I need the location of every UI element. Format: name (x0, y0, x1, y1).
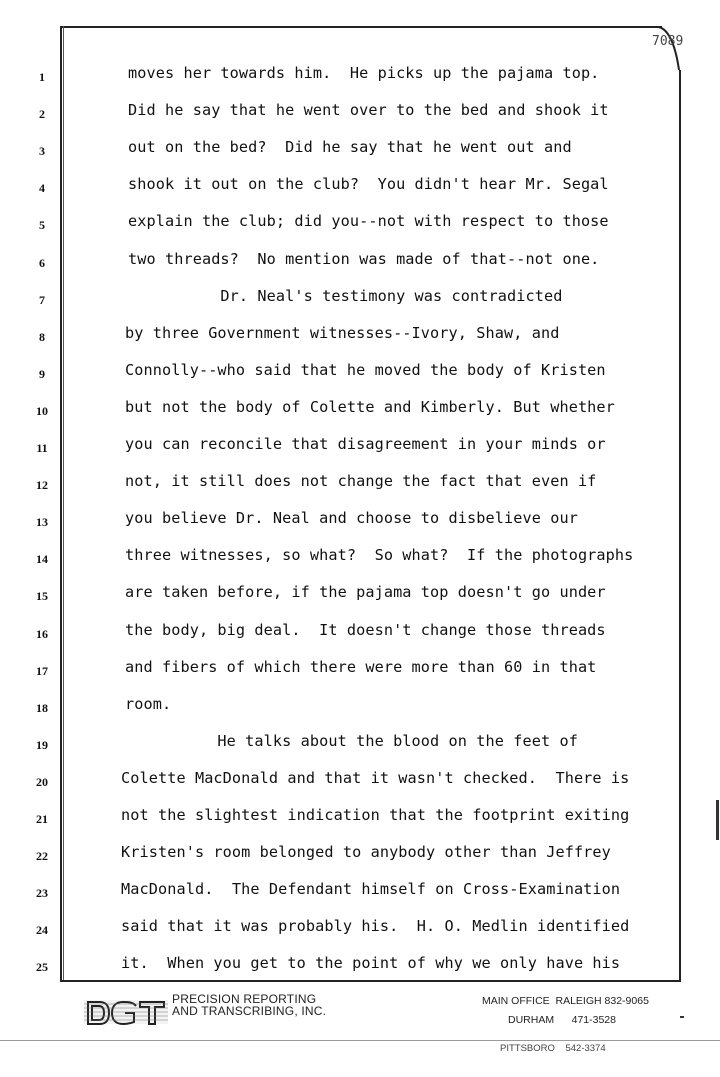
line-number: 17 (36, 663, 48, 678)
durham-label: DURHAM (508, 1014, 555, 1026)
line-number: 12 (36, 478, 48, 493)
transcript-line-text: moves her towards him. He picks up the pajama top. (128, 64, 600, 82)
line-number: 6 (39, 255, 45, 270)
transcript-line-text: Did he say that he went over to the bed and shook it (128, 101, 609, 120)
line-number: 23 (36, 886, 48, 901)
transcript-line-text: MacDonald. The Defendant himself on Cross-Examination (121, 880, 621, 899)
line-number: 7 (39, 292, 45, 307)
footer-rule (0, 1040, 720, 1041)
main-office-phone: 832-9065 (604, 995, 649, 1007)
transcript-line-text: by three Government witnesses--Ivory, Shaw, and (125, 323, 560, 342)
transcript-line-text: not the slightest indication that the footprint exiting (121, 806, 630, 824)
pittsboro-phone: 542-3374 (565, 1043, 606, 1054)
line-number: 8 (39, 329, 45, 344)
transcript-line-text: the body, big deal. It doesn't change those threads (125, 620, 606, 639)
line-number: 25 (36, 960, 48, 975)
transcript-line-text: He talks about the blood on the feet of (125, 731, 578, 750)
line-number: 19 (36, 737, 48, 752)
transcript-line-text: Connolly--who said that he moved the body of Kristen (125, 360, 606, 379)
line-number: 20 (36, 774, 48, 789)
line-number: 10 (36, 403, 48, 418)
firm-name-line2: AND TRANSCRIBING, INC. (172, 1004, 327, 1018)
transcript-line-text: are taken before, if the pajama top doesn't go under (125, 583, 606, 602)
pittsboro-office (500, 1043, 606, 1054)
transcript-line-text: Colette MacDonald and that it wasn't checked. There is (121, 768, 630, 787)
reporting-firm-logo (84, 996, 168, 1028)
transcript-line-text: explain the club; did you--not with respect to those (128, 212, 609, 231)
scan-artifact (716, 800, 719, 840)
transcript-line-text: Kristen's room belonged to anybody other than Jeffrey (121, 843, 611, 862)
transcript-line-text: two threads? No mention was made of that--not one. (128, 249, 600, 268)
line-number: 9 (39, 366, 45, 381)
firm-name (172, 993, 326, 1017)
bottom-rule (60, 980, 681, 982)
durham-office (508, 1014, 616, 1026)
transcript-line-text: shook it out on the club? You didn't hear Mr. Segal (128, 175, 609, 194)
page-number: 7089 (652, 34, 684, 49)
transcript-line-text: Dr. Neal's testimony was contradicted (128, 286, 563, 305)
line-number: 3 (39, 144, 45, 159)
transcript-line-text: said that it was probably his. H. O. Medlin identified (121, 917, 630, 936)
line-number: 15 (36, 589, 48, 604)
main-office (482, 995, 649, 1007)
durham-phone: 471-3528 (571, 1014, 616, 1026)
line-number: 24 (36, 923, 48, 938)
logo-text: DGT (84, 996, 86, 997)
line-number: 14 (36, 552, 48, 567)
line-number: 4 (39, 181, 45, 196)
line-number: 21 (36, 812, 48, 826)
transcript-line-text: you believe Dr. Neal and choose to disbelieve our (125, 509, 578, 528)
transcript-line-text: but not the body of Colette and Kimberly. But whether (125, 397, 615, 416)
transcript-line-text: not, it still does not change the fact that even if (125, 472, 597, 491)
line-number: 22 (36, 849, 48, 864)
line-number: 18 (36, 700, 48, 715)
transcript-line-text: and fibers of which there were more than 60 in that (125, 657, 597, 676)
top-rule (60, 26, 662, 28)
main-office-label: MAIN OFFICE RALEIGH (482, 995, 602, 1007)
transcript-line-text: out on the bed? Did he say that he went out and (128, 138, 572, 157)
pittsboro-label: PITTSBORO (500, 1043, 555, 1054)
transcript-line-text: you can reconcile that disagreement in your minds or (125, 435, 606, 453)
right-margin-rule (679, 70, 681, 981)
scan-artifact (680, 1016, 684, 1018)
line-number: 13 (36, 515, 48, 530)
left-margin-rule-inner (63, 26, 64, 981)
left-margin-rule (60, 26, 62, 981)
line-number: 11 (36, 441, 48, 455)
transcript-line-text: three witnesses, so what? So what? If the photographs (125, 546, 634, 565)
line-number: 5 (39, 218, 45, 233)
firm-name-line1: PRECISION REPORTING (172, 992, 317, 1006)
transcript-line-text: it. When you get to the point of why we only have his (121, 954, 621, 973)
line-number: 16 (36, 626, 48, 641)
line-number: 2 (39, 107, 45, 122)
line-number: 1 (39, 70, 45, 84)
transcript-line-text: room. (125, 694, 172, 713)
